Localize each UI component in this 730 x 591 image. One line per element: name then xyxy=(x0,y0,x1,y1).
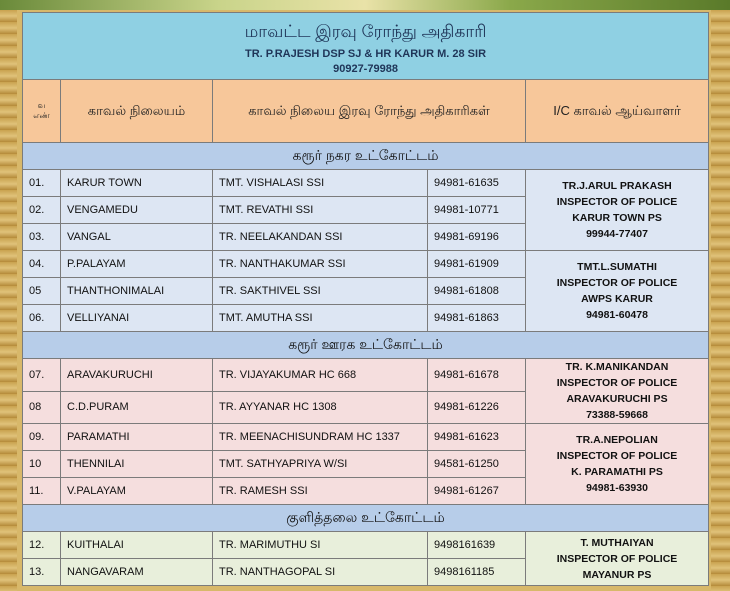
station-cell: NANGAVARAM xyxy=(61,559,213,586)
inspector-line: K. PARAMATHI PS xyxy=(571,466,663,478)
phone-cell: 94981-61267 xyxy=(428,478,526,505)
inspector-line: ARAVAKURUCHI PS xyxy=(566,393,668,405)
officer-cell: TR. NANTHAGOPAL SI xyxy=(213,559,428,586)
inspector-cell xyxy=(526,532,709,586)
phone-cell: 94981-61808 xyxy=(428,278,526,305)
table-row xyxy=(23,170,709,197)
serial-number-cell: 13. xyxy=(23,559,61,586)
officer-cell: TR. NANTHAKUMAR SSI xyxy=(213,251,428,278)
column-header-night-officer: காவல் நிலைய இரவு ரோந்து அதிகாரிகள் xyxy=(213,80,526,143)
section-title: கரூர் நகர உட்கோட்டம் xyxy=(23,143,709,170)
serial-number-cell: 10 xyxy=(23,451,61,478)
inspector-cell xyxy=(526,251,709,332)
table-row xyxy=(23,532,709,559)
inspector-line: TR.J.ARUL PRAKASH xyxy=(562,180,672,192)
serial-number-cell: 05 xyxy=(23,278,61,305)
station-cell: KUITHALAI xyxy=(61,532,213,559)
phone-cell: 94981-61226 xyxy=(428,391,526,424)
station-cell: VELLIYANAI xyxy=(61,305,213,332)
inspector-line: TMT.L.SUMATHI xyxy=(577,261,657,273)
title-block xyxy=(23,13,709,80)
officer-cell: TR. AYYANAR HC 1308 xyxy=(213,391,428,424)
serial-number-cell: 02. xyxy=(23,197,61,224)
serial-number-cell: 11. xyxy=(23,478,61,505)
column-header-station: காவல் நிலையம் xyxy=(61,80,213,143)
section-title: கரூர் ஊரக உட்கோட்டம் xyxy=(23,332,709,359)
inspector-line: 94981-63930 xyxy=(586,482,648,494)
officer-cell: TMT. SATHYAPRIYA W/SI xyxy=(213,451,428,478)
section-header-row xyxy=(23,143,709,170)
serial-number-cell: 06. xyxy=(23,305,61,332)
serial-number-cell: 03. xyxy=(23,224,61,251)
station-cell: PARAMATHI xyxy=(61,424,213,451)
inspector-line: AWPS KARUR xyxy=(581,293,653,305)
station-cell: C.D.PURAM xyxy=(61,391,213,424)
column-header-row xyxy=(23,80,709,143)
table-row xyxy=(23,359,709,392)
section-header-row xyxy=(23,505,709,532)
phone-cell: 94981-61678 xyxy=(428,359,526,392)
station-cell: VANGAL xyxy=(61,224,213,251)
district-officer: TR. P.RAJESH DSP SJ & HR KARUR M. 28 SIR xyxy=(244,47,487,60)
officer-cell: TR. SAKTHIVEL SSI xyxy=(213,278,428,305)
phone-cell: 9498161639 xyxy=(428,532,526,559)
inspector-line: 99944-77407 xyxy=(586,228,648,240)
officer-cell: TMT. AMUTHA SSI xyxy=(213,305,428,332)
phone-cell: 94981-10771 xyxy=(428,197,526,224)
column-header-inspector: I/C காவல் ஆய்வாளர் xyxy=(526,80,709,143)
station-cell: KARUR TOWN xyxy=(61,170,213,197)
phone-cell: 94981-61635 xyxy=(428,170,526,197)
table-row xyxy=(23,251,709,278)
district-officer-phone: 90927-79988 xyxy=(333,62,398,75)
station-cell: V.PALAYAM xyxy=(61,478,213,505)
station-cell: THENNILAI xyxy=(61,451,213,478)
inspector-line: TR. K.MANIKANDAN xyxy=(565,361,669,373)
inspector-line: KARUR TOWN PS xyxy=(572,212,662,224)
inspector-line: TR.A.NEPOLIAN xyxy=(576,434,658,446)
section-header-row xyxy=(23,332,709,359)
phone-cell: 94981-61863 xyxy=(428,305,526,332)
inspector-cell xyxy=(526,424,709,505)
officer-cell: TR. RAMESH SSI xyxy=(213,478,428,505)
night-patrol-table xyxy=(22,12,709,586)
inspector-cell xyxy=(526,359,709,424)
serial-number-cell: 08 xyxy=(23,391,61,424)
header-banner-image xyxy=(0,0,730,10)
officer-cell: TR. NEELAKANDAN SSI xyxy=(213,224,428,251)
page-title: மாவட்ட இரவு ரோந்து அதிகாரி xyxy=(244,21,487,41)
inspector-line: MAYANUR PS xyxy=(582,568,652,581)
right-border-decoration xyxy=(711,10,730,591)
inspector-line: INSPECTOR OF POLICE xyxy=(556,552,678,565)
serial-number-cell: 01. xyxy=(23,170,61,197)
serial-number-cell: 04. xyxy=(23,251,61,278)
serial-number-cell: 12. xyxy=(23,532,61,559)
section-title: குளித்தலை உட்கோட்டம் xyxy=(23,505,709,532)
phone-cell: 9498161185 xyxy=(428,559,526,586)
phone-cell: 94981-61623 xyxy=(428,424,526,451)
phone-cell: 94581-61250 xyxy=(428,451,526,478)
officer-cell: TMT. VISHALASI SSI xyxy=(213,170,428,197)
column-header-serial: வ எண் xyxy=(23,80,61,143)
inspector-line: 73388-59668 xyxy=(586,409,648,421)
inspector-line: INSPECTOR OF POLICE xyxy=(556,277,678,289)
serial-number-cell: 09. xyxy=(23,424,61,451)
officer-cell: TR. MEENACHISUNDRAM HC 1337 xyxy=(213,424,428,451)
inspector-line: INSPECTOR OF POLICE xyxy=(556,377,678,389)
station-cell: VENGAMEDU xyxy=(61,197,213,224)
officer-cell: TR. VIJAYAKUMAR HC 668 xyxy=(213,359,428,392)
inspector-line: INSPECTOR OF POLICE xyxy=(556,196,678,208)
officer-cell: TMT. REVATHI SSI xyxy=(213,197,428,224)
inspector-line: INSPECTOR OF POLICE xyxy=(556,450,678,462)
station-cell: ARAVAKURUCHI xyxy=(61,359,213,392)
serial-number-cell: 07. xyxy=(23,359,61,392)
phone-cell: 94981-69196 xyxy=(428,224,526,251)
inspector-line: 94981-60478 xyxy=(586,309,648,321)
station-cell: THANTHONIMALAI xyxy=(61,278,213,305)
table-row xyxy=(23,424,709,451)
left-border-decoration xyxy=(0,10,17,591)
station-cell: P.PALAYAM xyxy=(61,251,213,278)
inspector-cell xyxy=(526,170,709,251)
inspector-line: T. MUTHAIYAN xyxy=(580,536,654,549)
phone-cell: 94981-61909 xyxy=(428,251,526,278)
officer-cell: TR. MARIMUTHU SI xyxy=(213,532,428,559)
